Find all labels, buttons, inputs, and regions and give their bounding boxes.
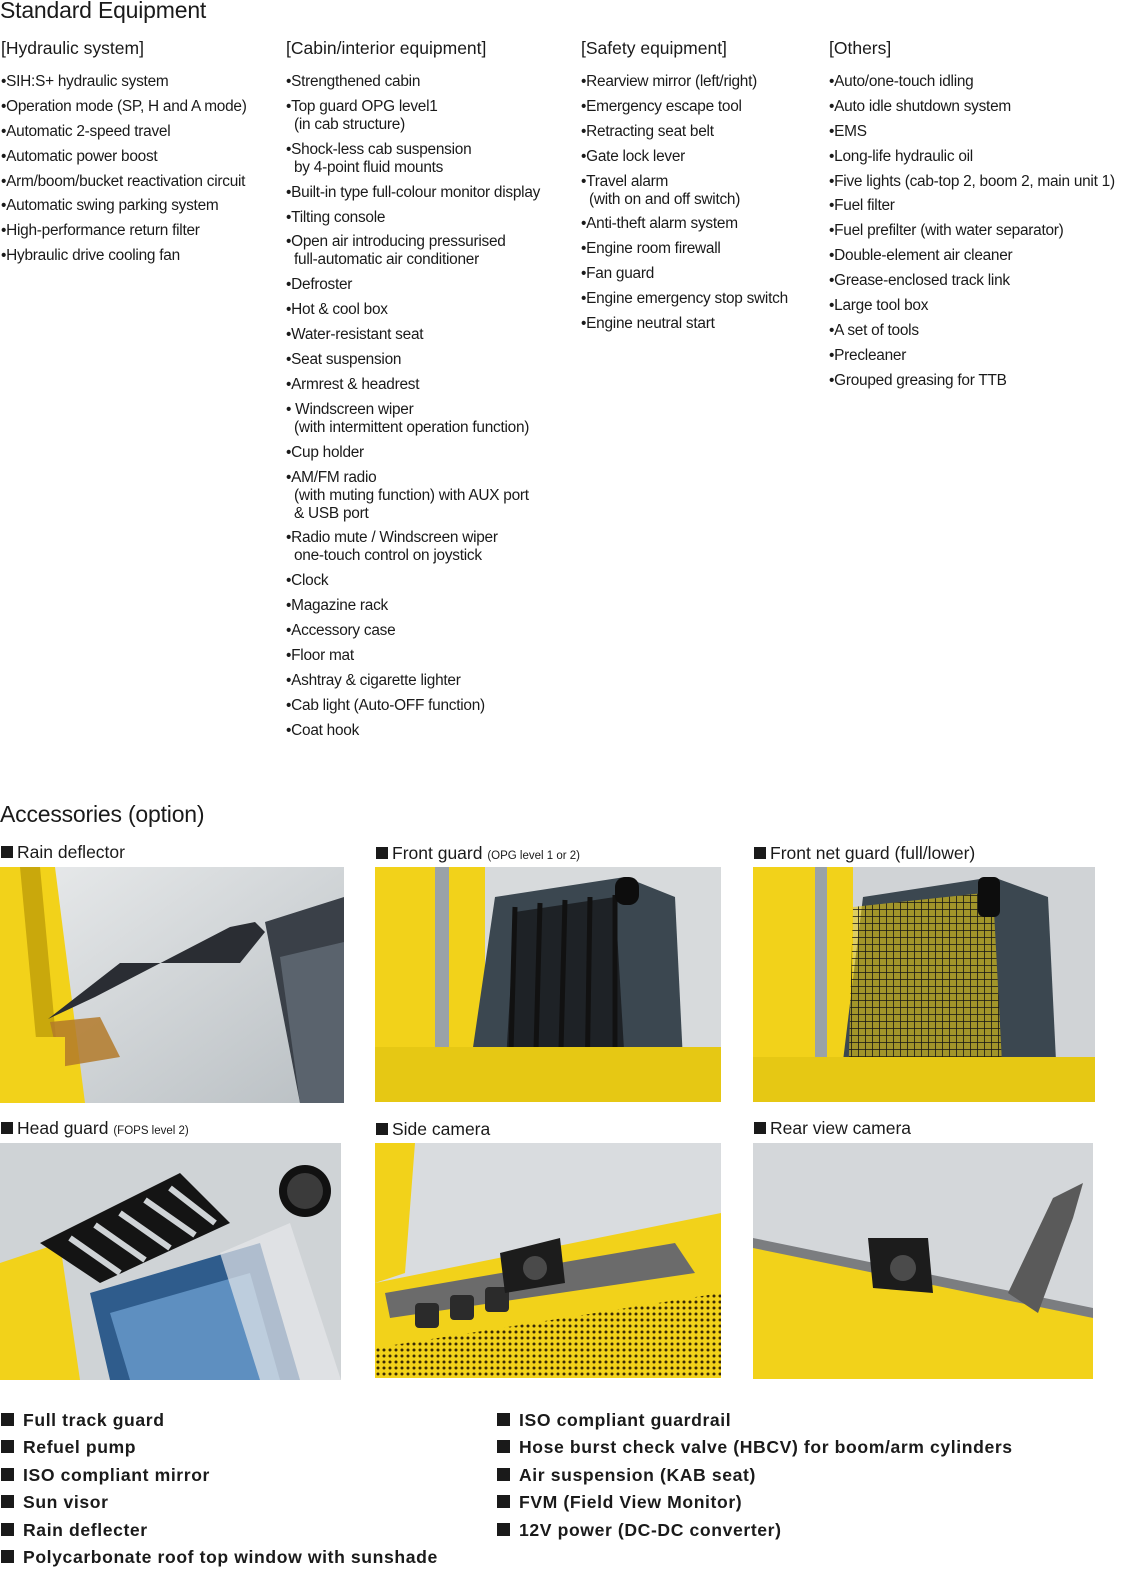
equipment-item: • Accessory case [286, 622, 540, 640]
equipment-item: • Engine emergency stop switch [581, 290, 788, 308]
equipment-item: • Hot & cool box [286, 301, 540, 319]
equipment-item: • Rearview mirror (left/right) [581, 73, 788, 91]
optional-item: ISO compliant mirror [1, 1466, 438, 1485]
equipment-item: • Built-in type full-colour monitor display [286, 184, 540, 202]
optional-item: Air suspension (KAB seat) [497, 1466, 1013, 1485]
bullet-square-icon [1, 1468, 14, 1481]
equipment-item: • EMS [829, 123, 1115, 141]
optional-item: 12V power (DC-DC converter) [497, 1521, 1013, 1540]
column-heading: [Cabin/interior equipment] [286, 38, 487, 58]
optional-list-left [1, 1411, 438, 1575]
bullet-square-icon [376, 847, 388, 859]
equipment-item: • Automatic 2-speed travel [1, 123, 247, 141]
equipment-item: • Anti-theft alarm system [581, 215, 788, 233]
equipment-item: • Five lights (cab-top 2, boom 2, main unit 1) [829, 173, 1115, 191]
equipment-item: • Magazine rack [286, 597, 540, 615]
head-guard-photo [0, 1143, 341, 1380]
front-net-guard-photo [753, 867, 1095, 1102]
accessories-title: Accessories (option) [0, 801, 205, 827]
bullet-square-icon [1, 1523, 14, 1536]
optional-item: Polycarbonate roof top window with sunshade [1, 1548, 438, 1567]
equipment-item: • Gate lock lever [581, 148, 788, 166]
rear-view-camera-photo [753, 1143, 1093, 1379]
bullet-square-icon [1, 1495, 14, 1508]
equipment-item: • Operation mode (SP, H and A mode) [1, 98, 247, 116]
bullet-square-icon [754, 1122, 766, 1134]
equipment-item: • Hybraulic drive cooling fan [1, 247, 247, 265]
photo-label-head-guard: Head guard (FOPS level 2) [1, 1118, 189, 1139]
bullet-square-icon [754, 847, 766, 859]
column-heading: [Hydraulic system] [1, 38, 144, 58]
bullet-square-icon [1, 1550, 14, 1563]
bullet-square-icon [497, 1413, 510, 1426]
bullet-square-icon [1, 846, 13, 858]
equipment-item: • Fuel prefilter (with water separator) [829, 222, 1115, 240]
equipment-item: • Arm/boom/bucket reactivation circuit [1, 173, 247, 191]
optional-item: FVM (Field View Monitor) [497, 1493, 1013, 1512]
equipment-item: • Cup holder [286, 444, 540, 462]
equipment-item: • Clock [286, 572, 540, 590]
bullet-square-icon [1, 1440, 14, 1453]
optional-item: Sun visor [1, 1493, 438, 1512]
equipment-item: • Floor mat [286, 647, 540, 665]
equipment-item: • Long-life hydraulic oil [829, 148, 1115, 166]
equipment-item: • Fuel filter [829, 197, 1115, 215]
equipment-item: • Strengthened cabin [286, 73, 540, 91]
bullet-square-icon [1, 1413, 14, 1426]
equipment-item: • Seat suspension [286, 351, 540, 369]
photo-label-front-guard: Front guard (OPG level 1 or 2) [376, 843, 580, 864]
equipment-item: • Retracting seat belt [581, 123, 788, 141]
equipment-item: • Top guard OPG level1 (in cab structure) [286, 98, 540, 134]
side-camera-photo [375, 1143, 721, 1378]
optional-item: Refuel pump [1, 1438, 438, 1457]
photo-label-side-camera: Side camera [376, 1119, 490, 1140]
equipment-item: • Emergency escape tool [581, 98, 788, 116]
column-heading: [Others] [829, 38, 892, 58]
bullet-square-icon [376, 1123, 388, 1135]
equipment-item: • Automatic swing parking system [1, 197, 247, 215]
equipment-item: • AM/FM radio (with muting function) with AUX port & USB port [286, 469, 540, 523]
photo-label-rear-view-camera: Rear view camera [754, 1118, 911, 1139]
standard-equipment-title: Standard Equipment [0, 0, 207, 23]
rain-deflector-photo [0, 867, 344, 1103]
equipment-item: • A set of tools [829, 322, 1115, 340]
equipment-item: • Fan guard [581, 265, 788, 283]
bullet-square-icon [497, 1495, 510, 1508]
equipment-item: • Windscreen wiper (with intermittent operation function) [286, 401, 540, 437]
equipment-item: • Water-resistant seat [286, 326, 540, 344]
bullet-square-icon [497, 1468, 510, 1481]
equipment-item: • Engine room firewall [581, 240, 788, 258]
equipment-item: • Ashtray & cigarette lighter [286, 672, 540, 690]
column-heading: [Safety equipment] [581, 38, 727, 58]
equipment-item: • Cab light (Auto-OFF function) [286, 697, 540, 715]
optional-item: Hose burst check valve (HBCV) for boom/arm cylinders [497, 1438, 1013, 1457]
equipment-column-4 [829, 38, 1115, 397]
equipment-item: • Tilting console [286, 209, 540, 227]
equipment-item: • Defroster [286, 276, 540, 294]
equipment-column-2 [286, 38, 540, 747]
equipment-item: • SIH:S+ hydraulic system [1, 73, 247, 91]
photo-label-rain-deflector: Rain deflector [1, 842, 125, 863]
optional-item: Rain deflecter [1, 1521, 438, 1540]
equipment-column-1 [1, 38, 247, 272]
equipment-item: • Travel alarm (with on and off switch) [581, 173, 788, 209]
equipment-item: • Precleaner [829, 347, 1115, 365]
optional-item: ISO compliant guardrail [497, 1411, 1013, 1430]
equipment-item: • Automatic power boost [1, 148, 247, 166]
equipment-item: • Grease-enclosed track link [829, 272, 1115, 290]
equipment-item: • Auto idle shutdown system [829, 98, 1115, 116]
equipment-item: • Armrest & headrest [286, 376, 540, 394]
bullet-square-icon [497, 1440, 510, 1453]
bullet-square-icon [1, 1122, 13, 1134]
optional-list-right [497, 1411, 1013, 1548]
equipment-item: • Open air introducing pressurised full-automatic air conditioner [286, 233, 540, 269]
bullet-square-icon [497, 1523, 510, 1536]
equipment-item: • Double-element air cleaner [829, 247, 1115, 265]
front-guard-photo [375, 867, 721, 1102]
equipment-item: • Shock-less cab suspension by 4-point fluid mounts [286, 141, 540, 177]
equipment-item: • Engine neutral start [581, 315, 788, 333]
equipment-item: • Radio mute / Windscreen wiper one-touch control on joystick [286, 529, 540, 565]
optional-item: Full track guard [1, 1411, 438, 1430]
equipment-item: • Grouped greasing for TTB [829, 372, 1115, 390]
equipment-item: • High-performance return filter [1, 222, 247, 240]
equipment-item: • Large tool box [829, 297, 1115, 315]
photo-label-front-net-guard: Front net guard (full/lower) [754, 843, 975, 864]
equipment-item: • Auto/one-touch idling [829, 73, 1115, 91]
equipment-item: • Coat hook [286, 722, 540, 740]
equipment-column-3 [581, 38, 788, 340]
